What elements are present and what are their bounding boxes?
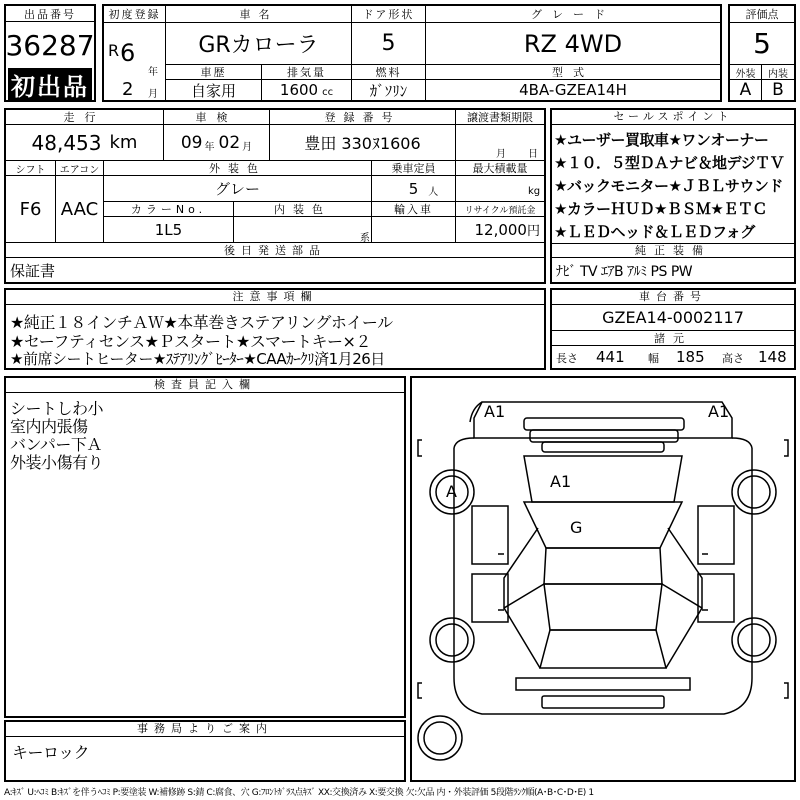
overall-score: 5 bbox=[730, 23, 794, 65]
aircon: AAC bbox=[56, 176, 104, 243]
car-outline bbox=[412, 378, 794, 780]
score-box bbox=[728, 4, 796, 102]
plate-label: 登録番号 bbox=[270, 110, 456, 125]
first-registration-label: 初度登録 bbox=[104, 6, 166, 23]
office-box bbox=[4, 720, 406, 782]
car-history-label: 車歴 bbox=[166, 65, 262, 80]
inspector-line-4: 外装小傷有り bbox=[10, 453, 104, 472]
equipment-label: 純正装備 bbox=[552, 243, 794, 258]
exterior-grade: A bbox=[730, 80, 762, 100]
mileage: 48,453 bbox=[31, 130, 102, 155]
sales-point-5: ★ＬＥＤヘッド＆ＬＥＤフォグ bbox=[554, 223, 755, 241]
listing-number: 36287 bbox=[5, 28, 95, 62]
recycle-label: リサイクル預託金 bbox=[456, 202, 544, 217]
width-value: 185 bbox=[676, 348, 705, 366]
sales-point-2: ★１０．５型ＤＡナビ＆地デジＴＶ bbox=[554, 154, 785, 172]
specs-label: 諸元 bbox=[552, 331, 794, 346]
inspector-line-2: 室内内張傷 bbox=[10, 417, 88, 436]
notes-box bbox=[4, 288, 546, 370]
height-value: 148 bbox=[758, 348, 787, 366]
sales-points-box bbox=[550, 108, 796, 284]
postship-parts-label: 後日発送部品 bbox=[6, 243, 544, 258]
chassis-box bbox=[550, 288, 796, 370]
fuel: ｶﾞｿﾘﾝ bbox=[352, 80, 426, 100]
inspection-year-unit: 年 bbox=[204, 142, 215, 153]
width-label: 幅 bbox=[648, 352, 659, 365]
model-code: 4BA-GZEA14H bbox=[519, 81, 627, 99]
first-registration-cell bbox=[104, 23, 166, 100]
length-label: 長さ bbox=[556, 352, 578, 365]
detail-table bbox=[4, 108, 546, 284]
registration-month: 2 bbox=[122, 79, 134, 100]
inspection-cell bbox=[164, 125, 270, 161]
sales-point-3: ★バックモニター★ＪＢＬサウンド bbox=[554, 177, 783, 195]
door-count: 5 bbox=[352, 23, 426, 65]
year-unit: 年 bbox=[148, 67, 158, 78]
mileage-label: 走行 bbox=[6, 110, 164, 125]
era: R bbox=[108, 41, 120, 60]
note-line-3: ★前席シートヒーター★ｽﾃｱﾘﾝｸﾞﾋｰﾀｰ★CAAｶｰｸﾘ済1月26日 bbox=[10, 350, 385, 368]
recycle-fee: 12,000 bbox=[474, 220, 527, 239]
max-load-label: 最大積載量 bbox=[456, 161, 544, 176]
interior-color-cell bbox=[234, 217, 372, 243]
front-right-corner-mark: A1 bbox=[708, 402, 730, 421]
transfer-month-unit: 月 bbox=[496, 149, 506, 160]
transfer-day-unit: 日 bbox=[528, 149, 538, 160]
inspector-box bbox=[4, 376, 406, 718]
listing-number-box bbox=[4, 4, 96, 102]
chassis-label: 車台番号 bbox=[552, 290, 794, 305]
left-front-wheel-mark: A bbox=[446, 482, 457, 501]
transfer-deadline-cell bbox=[456, 125, 544, 161]
month-unit: 月 bbox=[148, 89, 158, 100]
door-shape-label: ドア形状 bbox=[352, 6, 426, 23]
exterior-color: グレー bbox=[104, 176, 372, 202]
office-label: 事務局よりご案内 bbox=[6, 722, 404, 737]
inspector-label: 検査員記入欄 bbox=[6, 378, 404, 393]
import-value bbox=[372, 217, 456, 243]
car-history: 自家用 bbox=[166, 80, 262, 100]
height-label: 高さ bbox=[722, 352, 744, 365]
displacement: 1600 bbox=[279, 81, 319, 99]
capacity-cell bbox=[372, 176, 456, 202]
model-code-label: 型式 bbox=[426, 65, 720, 80]
inspection-label: 車検 bbox=[164, 110, 270, 125]
recycle-cell bbox=[456, 217, 544, 243]
exterior-color-label: 外装色 bbox=[104, 161, 372, 176]
sales-points-label: セールスポイント bbox=[552, 110, 794, 125]
registration-year: 6 bbox=[120, 39, 136, 67]
listing-number-label: 出品番号 bbox=[6, 6, 94, 22]
notes-label: 注意事項欄 bbox=[6, 290, 544, 305]
dimensions-row bbox=[552, 348, 794, 368]
damage-legend: A:ｷｽﾞ U:ﾍｺﾐ B:ｷｽﾞを伴うﾍｺﾐ P:要塗装 W:補修跡 S:錆 C:腐食、穴 G:ﾌﾛﾝﾄｶﾞﾗｽ点ｷｽﾞ XX:交換済み X:要交換 欠:欠品 内・外装評価 5段階ﾗﾝｸ順(A･B･C･D･E) 1 bbox=[4, 788, 594, 798]
displacement-cell bbox=[262, 80, 352, 100]
max-load-cell bbox=[456, 176, 544, 202]
inspector-line-3: バンパー下Ａ bbox=[10, 435, 102, 454]
recycle-unit: 円 bbox=[526, 224, 540, 239]
length-value: 441 bbox=[596, 348, 625, 366]
max-load-unit: kg bbox=[528, 186, 541, 197]
fuel-label: 燃料 bbox=[352, 65, 426, 80]
color-number: 1L5 bbox=[104, 217, 234, 243]
capacity: 5 bbox=[408, 179, 419, 198]
grade: RZ 4WD bbox=[426, 23, 720, 65]
inspection-month: 02 bbox=[218, 132, 241, 153]
factory-equipment: ﾅﾋﾞ TV ｴｱB ｱﾙﾐ PS PW bbox=[556, 264, 693, 280]
interior-color-unit: 系 bbox=[360, 233, 370, 244]
registration-plate: 豊田 330ﾇ1606 bbox=[270, 125, 456, 161]
windshield-mark: G bbox=[570, 518, 583, 537]
office-note: キーロック bbox=[12, 743, 90, 762]
mileage-cell bbox=[6, 125, 164, 161]
mileage-unit: km bbox=[109, 132, 138, 153]
chassis-number: GZEA14-0002117 bbox=[552, 305, 794, 331]
vehicle-header bbox=[102, 4, 722, 102]
sales-point-4: ★カラーＨＵＤ★ＢＳＭ★ＥＴＣ bbox=[554, 200, 767, 218]
displacement-label: 排気量 bbox=[262, 65, 352, 80]
score-label: 評価点 bbox=[730, 6, 794, 23]
shift-label: シフト bbox=[6, 161, 56, 176]
front-left-corner-mark: A1 bbox=[484, 402, 506, 421]
sales-point-1: ★ユーザー買取車★ワンオーナー bbox=[554, 131, 769, 149]
postship-parts: 保証書 bbox=[10, 261, 56, 280]
displacement-unit: cc bbox=[322, 86, 334, 98]
exterior-grade-label: 外装 bbox=[730, 65, 762, 80]
note-line-1: ★純正１８インチＡＷ★本革巻きステアリングホイール bbox=[10, 313, 393, 332]
capacity-label: 乗車定員 bbox=[372, 161, 456, 176]
transfer-deadline-label: 譲渡書類期限 bbox=[456, 110, 544, 125]
note-line-2: ★セーフティセンス★Ｐスタート★スマートキー×２ bbox=[10, 332, 371, 351]
interior-grade-label: 内装 bbox=[762, 65, 794, 80]
capacity-unit: 人 bbox=[428, 187, 439, 198]
shift: F6 bbox=[6, 176, 56, 243]
first-listing-badge: 初出品 bbox=[8, 68, 92, 100]
grade-label: グレード bbox=[426, 6, 720, 23]
inspection-month-unit: 月 bbox=[242, 142, 253, 153]
interior-color-label: 内装色 bbox=[234, 202, 372, 217]
aircon-label: エアコン bbox=[56, 161, 104, 176]
car-name: GRカローラ bbox=[166, 23, 352, 65]
damage-diagram bbox=[410, 376, 796, 782]
hood-mark: A1 bbox=[550, 472, 572, 491]
interior-grade: B bbox=[772, 80, 784, 100]
car-name-label: 車名 bbox=[166, 6, 352, 23]
color-number-label: カラーNo. bbox=[104, 202, 234, 217]
import-label: 輸入車 bbox=[372, 202, 456, 217]
inspector-line-1: シートしわ小 bbox=[10, 399, 104, 418]
inspection-year: 09 bbox=[180, 132, 203, 153]
